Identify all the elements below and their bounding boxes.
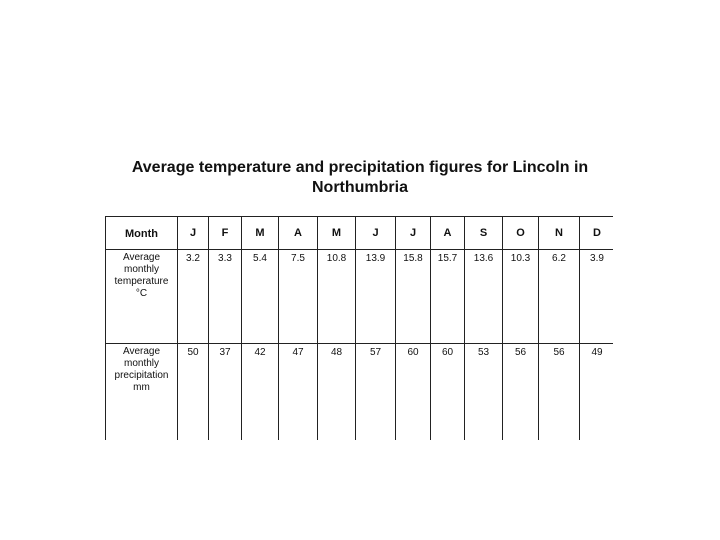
temperature-value: 3.2 xyxy=(178,250,209,344)
label-line: monthly xyxy=(123,358,159,369)
precipitation-value: 42 xyxy=(242,344,279,441)
precipitation-value: 49 xyxy=(580,344,614,441)
precipitation-value: 47 xyxy=(279,344,318,441)
temperature-value: 5.4 xyxy=(242,250,279,344)
climate-table-wrapper xyxy=(105,216,613,440)
month-header: Month xyxy=(106,217,178,250)
label-line: precipitation xyxy=(114,370,169,381)
month-cell: A xyxy=(431,217,465,250)
temperature-value: 13.6 xyxy=(465,250,503,344)
month-cell: M xyxy=(318,217,356,250)
month-cell: J xyxy=(178,217,209,250)
label-line: monthly xyxy=(123,264,159,275)
month-cell: F xyxy=(209,217,242,250)
precipitation-value: 57 xyxy=(356,344,396,441)
label-line: mm xyxy=(133,382,150,393)
temperature-value: 10.8 xyxy=(318,250,356,344)
precipitation-value: 50 xyxy=(178,344,209,441)
precipitation-value: 60 xyxy=(431,344,465,441)
climate-table xyxy=(105,216,613,440)
label-line: °C xyxy=(135,288,148,299)
month-cell: S xyxy=(465,217,503,250)
precipitation-value: 37 xyxy=(209,344,242,441)
precipitation-label xyxy=(106,344,178,441)
temperature-row xyxy=(106,250,614,344)
temperature-value: 13.9 xyxy=(356,250,396,344)
month-cell: N xyxy=(539,217,580,250)
month-cell: A xyxy=(279,217,318,250)
precipitation-value: 60 xyxy=(396,344,431,441)
month-cell: J xyxy=(356,217,396,250)
precipitation-value: 56 xyxy=(503,344,539,441)
temperature-label xyxy=(106,250,178,344)
month-cell: J xyxy=(396,217,431,250)
temperature-value: 3.9 xyxy=(580,250,614,344)
header-row xyxy=(106,217,614,250)
title-line-1: Average temperature and precipitation figures for Lincoln in xyxy=(131,159,589,176)
temperature-value: 10.3 xyxy=(503,250,539,344)
precipitation-value: 48 xyxy=(318,344,356,441)
month-cell: M xyxy=(242,217,279,250)
label-line: temperature xyxy=(114,276,169,287)
page-title xyxy=(120,158,600,198)
precipitation-row xyxy=(106,344,614,441)
temperature-value: 6.2 xyxy=(539,250,580,344)
temperature-value: 7.5 xyxy=(279,250,318,344)
temperature-value: 3.3 xyxy=(209,250,242,344)
label-line: Average xyxy=(122,346,161,357)
precipitation-value: 56 xyxy=(539,344,580,441)
precipitation-value: 53 xyxy=(465,344,503,441)
temperature-value: 15.7 xyxy=(431,250,465,344)
month-cell: O xyxy=(503,217,539,250)
title-line-2: Northumbria xyxy=(312,179,408,196)
temperature-value: 15.8 xyxy=(396,250,431,344)
month-cell: D xyxy=(580,217,614,250)
label-line: Average xyxy=(122,252,161,263)
